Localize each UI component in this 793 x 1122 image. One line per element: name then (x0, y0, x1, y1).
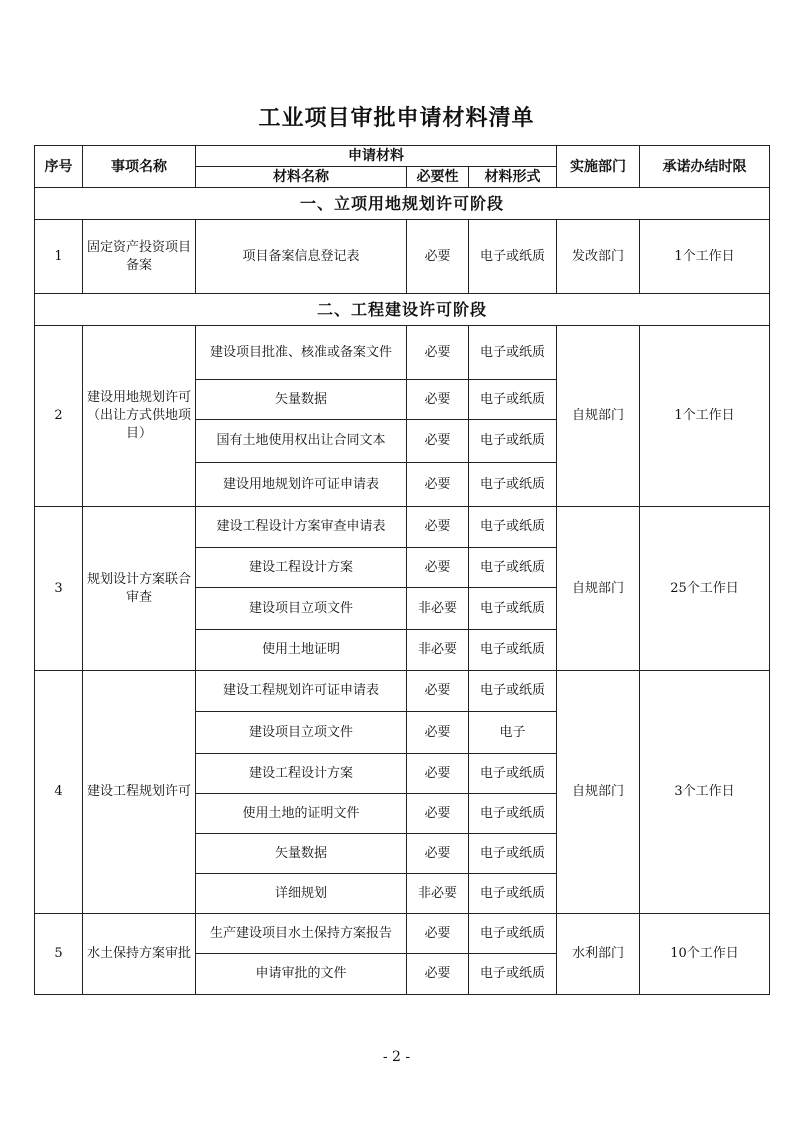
header-time-limit: 承诺办结时限 (640, 146, 770, 188)
material-necessity: 必要 (407, 548, 469, 588)
materials-table (34, 145, 770, 995)
material-necessity: 必要 (407, 326, 469, 380)
item-department: 自规部门 (557, 507, 640, 671)
header-materials-group: 申请材料 (196, 146, 557, 167)
item-department: 自规部门 (557, 326, 640, 507)
document-title: 工业项目审批申请材料清单 (258, 105, 535, 131)
material-name: 使用土地的证明文件 (196, 794, 407, 834)
table-row (35, 914, 770, 954)
item-time-limit: 3个工作日 (640, 671, 770, 914)
item-time-limit: 25个工作日 (640, 507, 770, 671)
item-seq: 4 (35, 671, 83, 914)
material-necessity: 必要 (407, 220, 469, 294)
material-form: 电子或纸质 (469, 588, 557, 630)
material-necessity: 必要 (407, 671, 469, 712)
table-row (35, 326, 770, 380)
stage-title: 一、立项用地规划许可阶段 (35, 188, 770, 220)
material-name: 申请审批的文件 (196, 954, 407, 995)
material-form: 电子或纸质 (469, 220, 557, 294)
material-form: 电子或纸质 (469, 874, 557, 914)
stage-title: 二、工程建设许可阶段 (35, 294, 770, 326)
material-name: 建设项目立项文件 (196, 712, 407, 754)
material-name: 使用土地证明 (196, 630, 407, 671)
item-seq: 1 (35, 220, 83, 294)
material-necessity: 非必要 (407, 874, 469, 914)
material-form: 电子或纸质 (469, 754, 557, 794)
item-department: 发改部门 (557, 220, 640, 294)
material-form: 电子或纸质 (469, 794, 557, 834)
material-necessity: 必要 (407, 914, 469, 954)
material-name: 建设工程设计方案 (196, 548, 407, 588)
table-row (35, 671, 770, 712)
material-form: 电子或纸质 (469, 834, 557, 874)
material-form: 电子或纸质 (469, 463, 557, 507)
table-row (35, 220, 770, 294)
header-seq: 序号 (35, 146, 83, 188)
item-seq: 2 (35, 326, 83, 507)
material-necessity: 必要 (407, 507, 469, 548)
material-name: 详细规划 (196, 874, 407, 914)
material-name: 建设工程设计方案审查申请表 (196, 507, 407, 548)
material-form: 电子或纸质 (469, 630, 557, 671)
item-seq: 5 (35, 914, 83, 995)
material-name: 国有土地使用权出让合同文本 (196, 420, 407, 463)
item-department: 水利部门 (557, 914, 640, 995)
material-necessity: 必要 (407, 463, 469, 507)
page-number: - 2 - (382, 1049, 411, 1065)
material-form: 电子或纸质 (469, 420, 557, 463)
material-name: 项目备案信息登记表 (196, 220, 407, 294)
material-name: 矢量数据 (196, 834, 407, 874)
header-department: 实施部门 (557, 146, 640, 188)
material-form: 电子或纸质 (469, 380, 557, 420)
table-body (35, 188, 770, 995)
item-time-limit: 10个工作日 (640, 914, 770, 995)
stage-row (35, 188, 770, 220)
header-item-name: 事项名称 (83, 146, 196, 188)
table-row (35, 507, 770, 548)
item-name: 建设用地规划许可（出让方式供地项目） (83, 326, 196, 507)
material-form: 电子或纸质 (469, 671, 557, 712)
material-necessity: 必要 (407, 834, 469, 874)
material-name: 矢量数据 (196, 380, 407, 420)
item-name: 水土保持方案审批 (83, 914, 196, 995)
item-name: 规划设计方案联合审查 (83, 507, 196, 671)
material-name: 生产建设项目水土保持方案报告 (196, 914, 407, 954)
material-necessity: 必要 (407, 380, 469, 420)
material-necessity: 必要 (407, 712, 469, 754)
stage-row (35, 294, 770, 326)
material-necessity: 必要 (407, 954, 469, 995)
material-form: 电子或纸质 (469, 914, 557, 954)
item-time-limit: 1个工作日 (640, 326, 770, 507)
item-name: 固定资产投资项目备案 (83, 220, 196, 294)
header-material-name: 材料名称 (196, 167, 407, 188)
material-form: 电子 (469, 712, 557, 754)
material-name: 建设项目立项文件 (196, 588, 407, 630)
header-row-1 (35, 146, 770, 167)
material-form: 电子或纸质 (469, 548, 557, 588)
material-necessity: 必要 (407, 754, 469, 794)
material-name: 建设用地规划许可证申请表 (196, 463, 407, 507)
material-necessity: 非必要 (407, 588, 469, 630)
material-name: 建设工程规划许可证申请表 (196, 671, 407, 712)
item-time-limit: 1个工作日 (640, 220, 770, 294)
item-department: 自规部门 (557, 671, 640, 914)
material-name: 建设项目批准、核准或备案文件 (196, 326, 407, 380)
material-name: 建设工程设计方案 (196, 754, 407, 794)
material-necessity: 必要 (407, 420, 469, 463)
material-necessity: 非必要 (407, 630, 469, 671)
material-form: 电子或纸质 (469, 954, 557, 995)
material-form: 电子或纸质 (469, 326, 557, 380)
header-necessity: 必要性 (407, 167, 469, 188)
material-form: 电子或纸质 (469, 507, 557, 548)
material-necessity: 必要 (407, 794, 469, 834)
header-material-form: 材料形式 (469, 167, 557, 188)
item-name: 建设工程规划许可 (83, 671, 196, 914)
item-seq: 3 (35, 507, 83, 671)
